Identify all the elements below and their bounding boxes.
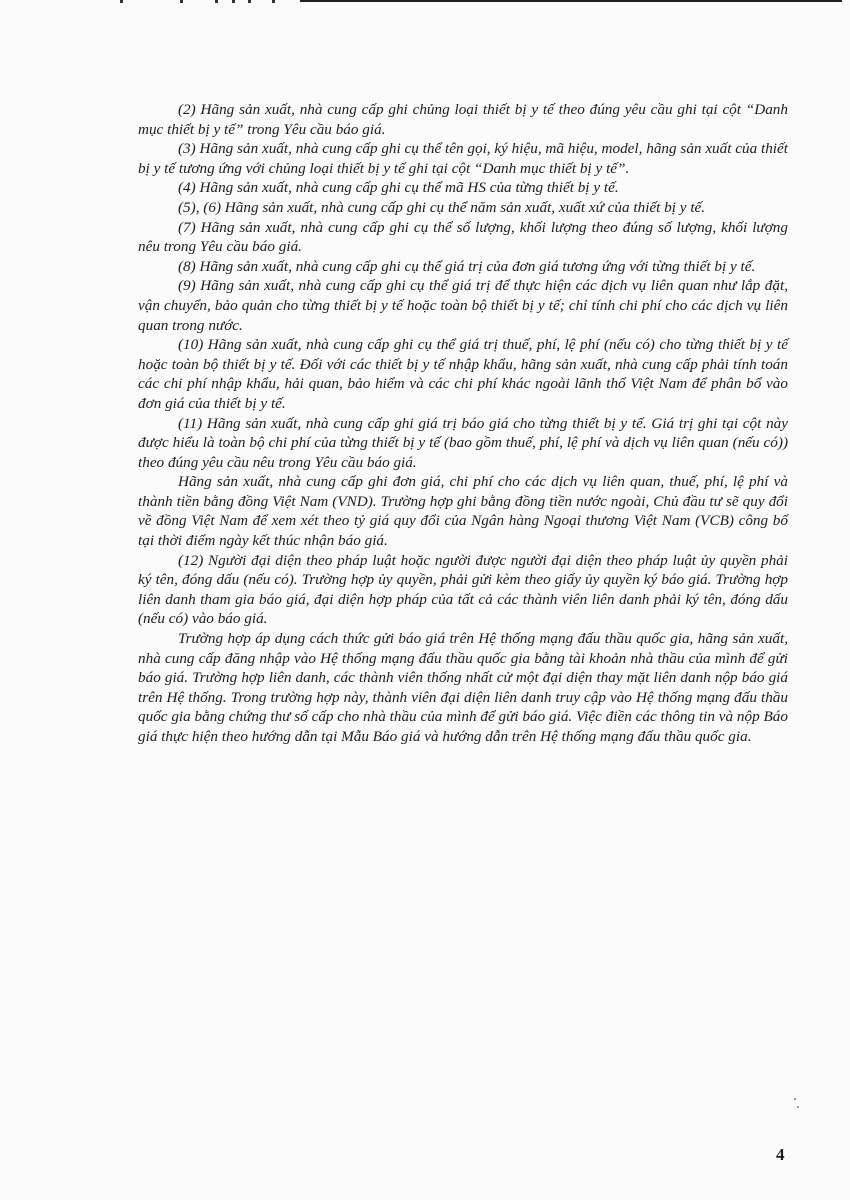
paragraph-note-11: (11) Hãng sản xuất, nhà cung cấp ghi giá trị báo giá cho từng thiết bị y tế. Giá trị ghi tại cột này được hiểu là toàn bộ chi phí của từng thiết bị y tế (bao gồm thuế, phí, lệ phí và dịch vụ liên quan (nếu có)) theo đúng yêu cầu nêu trong Yêu cầu báo giá. (138, 414, 788, 471)
paragraph-note-4: (4) Hãng sản xuất, nhà cung cấp ghi cụ thể mã HS của từng thiết bị y tế. (178, 179, 619, 197)
paragraph-currency: Hãng sản xuất, nhà cung cấp ghi đơn giá, chi phí cho các dịch vụ liên quan, thuế, phí, lệ phí và thành tiền bằng đồng Việt Nam (VND). Trường hợp ghi bằng đồng tiền nước ngoài, Chủ đầu tư sẽ quy đổi về đồng Việt Nam để xem xét theo tỷ giá quy đổi của Ngân hàng Ngoại thương Việt Nam (VCB) công bố tại thời điểm ngày kết thúc nhận báo giá. (138, 473, 788, 550)
paragraph-note-8: (8) Hãng sản xuất, nhà cung cấp ghi cụ thể giá trị của đơn giá tương ứng với từng thiết bị y tế. (178, 257, 756, 275)
scan-speck (797, 1106, 799, 1108)
page-number: 4 (776, 1145, 785, 1164)
paragraph-note-5-6: (5), (6) Hãng sản xuất, nhà cung cấp ghi cụ thể năm sản xuất, xuất xứ của thiết bị y tế. (178, 198, 706, 216)
paragraph-note-12: (12) Người đại diện theo pháp luật hoặc người được người đại diện theo pháp luật ủy quyền phải ký tên, đóng dấu (nếu có). Trường hợp ủy quyền, phải gửi kèm theo giấy ủy quyền ký báo giá. Trường hợp liên danh tham gia báo giá, đại diện hợp pháp của tất cả các thành viên liên danh phải ký tên, đóng dấu (nếu có) vào báo giá. (138, 551, 788, 628)
scan-speck (794, 1098, 796, 1100)
document-body (138, 100, 788, 747)
paragraph-note-9: (9) Hãng sản xuất, nhà cung cấp ghi cụ thể giá trị để thực hiện các dịch vụ liên quan như lắp đặt, vận chuyển, bảo quản cho từng thiết bị y tế hoặc toàn bộ thiết bị y tế; chỉ tính chi phí cho các dịch vụ liên quan trong nước. (138, 277, 788, 334)
paragraph-note-3: (3) Hãng sản xuất, nhà cung cấp ghi cụ thể tên gọi, ký hiệu, mã hiệu, model, hãng sản xuất của thiết bị y tế tương ứng với chủng loại thiết bị y tế ghi tại cột “Danh mục thiết bị y tế”. (138, 140, 788, 177)
paragraph-online-submission: Trường hợp áp dụng cách thức gửi báo giá trên Hệ thống mạng đấu thầu quốc gia, hãng sản xuất, nhà cung cấp đăng nhập vào Hệ thống mạng đấu thầu quốc gia bằng tài khoản nhà thầu của mình để gửi báo giá. Trường hợp liên danh, các thành viên thống nhất cử một đại diện thay mặt liên danh nộp báo giá trên Hệ thống. Trong trường hợp này, thành viên đại diện liên danh truy cập vào Hệ thống mạng đấu thầu quốc gia bằng chứng thư số cấp cho nhà thầu của mình để gửi báo giá. Việc điền các thông tin và nộp Báo giá thực hiện theo hướng dẫn tại Mẫu Báo giá và hướng dẫn trên Hệ thống mạng đấu thầu quốc gia. (138, 630, 788, 745)
paragraph-note-7: (7) Hãng sản xuất, nhà cung cấp ghi cụ thể số lượng, khối lượng theo đúng số lượng, khối lượng nêu trong Yêu cầu báo giá. (138, 218, 788, 256)
paragraph-note-2: (2) Hãng sản xuất, nhà cung cấp ghi chủng loại thiết bị y tế theo đúng yêu cầu ghi tại cột “Danh mục thiết bị y tế” trong Yêu cầu báo giá. (138, 101, 788, 138)
paragraph-note-10: (10) Hãng sản xuất, nhà cung cấp ghi cụ thể giá trị thuế, phí, lệ phí (nếu có) cho từng thiết bị y tế hoặc toàn bộ thiết bị y tế. Đối với các thiết bị y tế nhập khẩu, hãng sản xuất, nhà cung cấp phải tính toán các chi phí nhập khẩu, hải quan, bảo hiểm và các chi phí khác ngoài lãnh thổ Việt Nam để phân bổ vào đơn giá của thiết bị y tế. (138, 336, 788, 412)
top-scan-marks (120, 0, 290, 3)
top-rule (300, 0, 842, 2)
